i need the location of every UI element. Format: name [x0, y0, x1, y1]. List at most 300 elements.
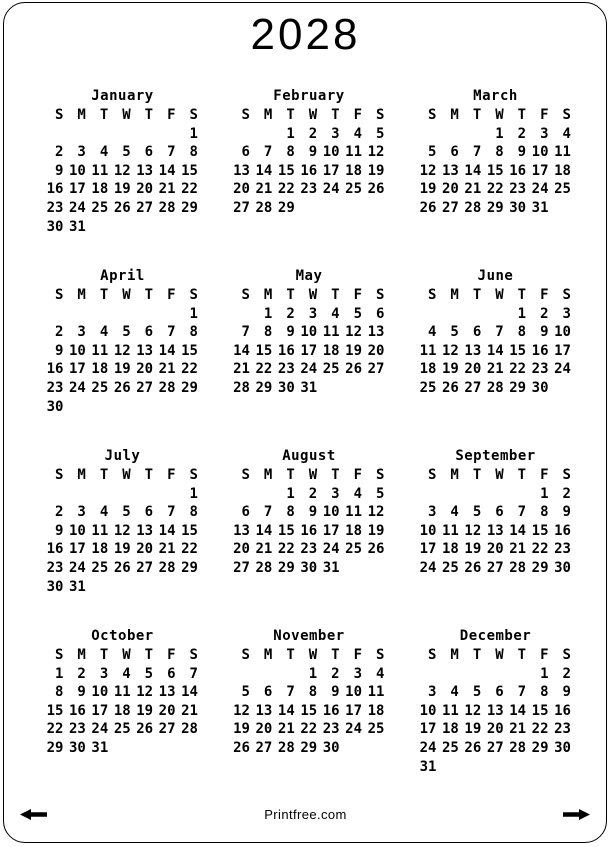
day-cell: 29 — [181, 559, 198, 576]
right-arrow-icon — [563, 809, 590, 820]
day-cell: 21 — [464, 181, 482, 198]
day-cell: 24 — [68, 559, 86, 576]
day-cell: 18 — [345, 162, 363, 179]
day-cell-empty — [365, 559, 387, 578]
day-cell: 10 — [554, 324, 571, 341]
day-cell: 23 — [509, 181, 527, 198]
day-cell: 12 — [345, 324, 363, 341]
day-header: S — [189, 467, 198, 483]
day-header: T — [286, 467, 295, 483]
day-cell: 25 — [322, 361, 340, 378]
day-cell: 26 — [367, 181, 385, 198]
day-cell: 4 — [376, 665, 385, 682]
day-header: T — [472, 467, 482, 483]
day-cell-empty — [253, 125, 275, 144]
day-header: T — [331, 647, 340, 663]
day-cell: 8 — [308, 684, 318, 701]
month-title: October — [91, 628, 154, 644]
day-cell: 4 — [353, 125, 363, 142]
day-cell: 2 — [562, 485, 571, 502]
day-cell: 28 — [509, 559, 527, 576]
day-cell: 10 — [322, 504, 340, 521]
day-cell: 8 — [495, 144, 504, 161]
day-cell: 26 — [367, 541, 385, 558]
day-cell-empty — [89, 218, 111, 237]
day-header: W — [122, 647, 131, 663]
day-cell: 31 — [68, 218, 86, 235]
day-cell: 8 — [286, 504, 295, 521]
day-header: S — [241, 467, 250, 483]
day-cell: 8 — [540, 684, 549, 701]
day-cell: 1 — [540, 485, 549, 502]
day-cell-empty — [507, 485, 529, 504]
day-cell: 29 — [486, 199, 504, 216]
day-cell: 12 — [113, 522, 131, 539]
day-cell: 6 — [450, 144, 459, 161]
day-header: S — [427, 287, 437, 303]
day-cell-empty — [439, 125, 461, 144]
day-header: F — [540, 467, 549, 483]
day-cell: 20 — [441, 181, 459, 198]
day-cell: 14 — [509, 702, 527, 719]
day-cell: 6 — [495, 504, 504, 521]
month-may — [231, 268, 388, 448]
day-header: S — [54, 107, 64, 123]
day-cell-empty — [179, 218, 201, 237]
day-cell: 27 — [486, 559, 504, 576]
day-cell-empty — [253, 665, 275, 684]
day-cell-empty — [275, 665, 297, 684]
day-cell: 15 — [181, 522, 198, 539]
month-april — [44, 268, 201, 448]
month-january — [44, 88, 201, 268]
day-cell: 23 — [554, 721, 571, 738]
day-cell: 22 — [181, 541, 198, 558]
day-cell: 12 — [233, 702, 250, 719]
day-cell: 5 — [472, 684, 482, 701]
day-header: S — [54, 647, 64, 663]
day-cell-empty — [462, 758, 484, 777]
day-cell: 12 — [113, 342, 131, 359]
day-header: M — [263, 647, 273, 663]
day-cell: 23 — [46, 379, 64, 396]
day-cell: 23 — [554, 541, 571, 558]
day-header: T — [472, 287, 482, 303]
day-cell: 29 — [531, 739, 549, 756]
day-cell: 26 — [464, 739, 482, 756]
day-cell: 25 — [441, 739, 459, 756]
day-cell: 21 — [158, 181, 176, 198]
day-header: S — [562, 107, 571, 123]
day-cell: 19 — [419, 181, 437, 198]
day-cell: 30 — [322, 739, 340, 756]
month-day-grid — [231, 466, 388, 578]
day-cell: 1 — [54, 665, 64, 682]
day-cell: 7 — [167, 144, 176, 161]
day-cell: 20 — [233, 181, 250, 198]
day-cell-empty — [484, 305, 506, 324]
day-cell: 19 — [464, 721, 482, 738]
day-cell: 9 — [517, 144, 527, 161]
month-title: November — [273, 628, 345, 644]
day-cell: 15 — [277, 162, 295, 179]
day-cell: 6 — [495, 684, 504, 701]
day-cell: 12 — [367, 144, 385, 161]
day-cell: 26 — [419, 199, 437, 216]
day-cell: 18 — [91, 181, 109, 198]
day-cell: 5 — [122, 504, 131, 521]
day-cell: 10 — [419, 702, 437, 719]
month-title: August — [282, 448, 336, 464]
day-cell: 12 — [367, 504, 385, 521]
day-cell: 23 — [46, 199, 64, 216]
day-cell: 22 — [486, 181, 504, 198]
day-cell: 29 — [181, 199, 198, 216]
month-day-grid — [417, 646, 574, 776]
day-cell-empty — [134, 398, 156, 417]
day-cell: 30 — [554, 559, 571, 576]
day-cell: 18 — [345, 522, 363, 539]
day-cell-empty — [320, 199, 342, 218]
day-cell-empty — [231, 125, 253, 144]
day-cell: 18 — [419, 361, 437, 378]
day-cell-empty — [439, 758, 461, 777]
day-cell: 9 — [54, 522, 64, 539]
day-cell: 16 — [554, 522, 571, 539]
day-cell: 31 — [91, 739, 109, 756]
day-cell: 17 — [345, 702, 363, 719]
day-cell-empty — [66, 305, 88, 324]
day-cell: 16 — [509, 162, 527, 179]
day-cell: 6 — [241, 504, 250, 521]
day-cell: 21 — [181, 702, 198, 719]
day-cell: 23 — [46, 559, 64, 576]
site-credit: Printfree.com — [264, 807, 347, 822]
day-cell: 15 — [531, 702, 549, 719]
day-cell-empty — [417, 305, 439, 324]
month-day-grid — [44, 646, 201, 758]
day-cell: 4 — [450, 684, 459, 701]
day-cell-empty — [417, 485, 439, 504]
day-cell: 30 — [68, 739, 86, 756]
day-header: M — [77, 107, 86, 123]
day-header: W — [308, 467, 318, 483]
day-cell: 16 — [300, 522, 318, 539]
day-cell: 9 — [540, 324, 549, 341]
day-cell: 28 — [277, 739, 295, 756]
month-day-grid — [417, 106, 574, 218]
day-cell: 13 — [158, 684, 176, 701]
day-cell: 19 — [367, 522, 385, 539]
day-header: S — [376, 467, 385, 483]
day-cell-empty — [179, 398, 201, 417]
day-cell-empty — [156, 578, 178, 597]
day-cell: 6 — [144, 504, 154, 521]
day-cell: 11 — [345, 504, 363, 521]
day-header: S — [241, 287, 250, 303]
day-cell: 10 — [300, 324, 318, 341]
day-cell: 20 — [255, 721, 273, 738]
day-cell: 10 — [419, 522, 437, 539]
day-cell: 13 — [136, 162, 154, 179]
day-cell: 8 — [517, 324, 527, 341]
day-cell: 13 — [136, 342, 154, 359]
month-title: June — [477, 268, 514, 284]
day-cell-empty — [231, 665, 253, 684]
day-cell: 14 — [158, 162, 176, 179]
day-cell: 2 — [540, 305, 549, 322]
day-cell: 19 — [441, 361, 459, 378]
month-day-grid — [44, 106, 201, 236]
day-header: M — [263, 467, 273, 483]
day-cell: 23 — [300, 181, 318, 198]
day-cell: 1 — [286, 125, 295, 142]
day-cell: 3 — [308, 305, 318, 322]
day-cell: 22 — [255, 361, 273, 378]
day-cell: 18 — [322, 342, 340, 359]
day-cell: 9 — [308, 504, 318, 521]
day-cell: 20 — [464, 361, 482, 378]
day-cell: 27 — [441, 199, 459, 216]
day-cell: 3 — [331, 485, 340, 502]
next-year-button[interactable] — [563, 809, 590, 820]
day-cell: 27 — [136, 379, 154, 396]
day-cell: 25 — [554, 181, 571, 198]
day-header: S — [376, 287, 385, 303]
day-cell: 20 — [136, 541, 154, 558]
day-cell: 7 — [241, 324, 250, 341]
day-cell: 29 — [300, 739, 318, 756]
day-cell: 1 — [263, 305, 273, 322]
day-cell: 22 — [277, 181, 295, 198]
day-header: S — [376, 647, 385, 663]
day-cell: 5 — [450, 324, 459, 341]
day-cell-empty — [439, 485, 461, 504]
day-cell: 5 — [144, 665, 154, 682]
day-cell: 8 — [263, 324, 273, 341]
day-cell-empty — [111, 485, 133, 504]
day-cell: 16 — [68, 702, 86, 719]
day-header: S — [562, 287, 571, 303]
day-header: F — [167, 647, 176, 663]
day-cell-empty — [484, 758, 506, 777]
day-cell-empty — [484, 485, 506, 504]
day-cell: 21 — [509, 541, 527, 558]
day-cell: 27 — [233, 199, 250, 216]
day-cell: 14 — [509, 522, 527, 539]
day-cell: 20 — [486, 541, 504, 558]
day-cell: 25 — [441, 559, 459, 576]
day-cell-empty — [253, 485, 275, 504]
day-cell: 20 — [367, 342, 385, 359]
day-cell-empty — [552, 379, 574, 398]
day-header: W — [495, 647, 504, 663]
month-title: July — [104, 448, 141, 464]
day-cell-empty — [89, 485, 111, 504]
day-cell: 24 — [554, 361, 571, 378]
day-header: S — [241, 107, 250, 123]
day-cell: 5 — [353, 305, 363, 322]
day-cell-empty — [89, 125, 111, 144]
day-cell: 6 — [167, 665, 176, 682]
day-cell: 19 — [345, 342, 363, 359]
day-cell: 23 — [322, 721, 340, 738]
day-cell-empty — [134, 125, 156, 144]
day-cell: 17 — [91, 702, 109, 719]
month-day-grid — [231, 646, 388, 758]
day-cell-empty — [156, 485, 178, 504]
month-title: May — [295, 268, 323, 284]
day-cell: 8 — [189, 144, 198, 161]
day-header: T — [99, 647, 109, 663]
day-cell: 2 — [308, 485, 318, 502]
day-cell: 6 — [472, 324, 482, 341]
day-cell: 3 — [562, 305, 571, 322]
day-header: T — [144, 467, 154, 483]
day-cell: 10 — [531, 144, 549, 161]
day-cell: 9 — [308, 144, 318, 161]
day-cell-empty — [111, 218, 133, 237]
day-cell: 27 — [464, 379, 482, 396]
day-cell: 29 — [509, 379, 527, 396]
day-cell: 17 — [68, 181, 86, 198]
day-cell-empty — [89, 578, 111, 597]
day-cell-empty — [179, 578, 201, 597]
day-cell-empty — [552, 758, 574, 777]
day-cell: 26 — [113, 199, 131, 216]
day-header: S — [54, 467, 64, 483]
day-cell: 21 — [255, 181, 273, 198]
day-cell: 8 — [286, 144, 295, 161]
day-cell: 13 — [233, 522, 250, 539]
day-cell: 11 — [91, 342, 109, 359]
day-cell: 7 — [517, 684, 527, 701]
day-cell: 24 — [68, 379, 86, 396]
year-title: 2028 — [250, 10, 361, 59]
day-cell: 13 — [441, 162, 459, 179]
day-cell: 31 — [300, 379, 318, 396]
day-header: S — [189, 287, 198, 303]
day-cell: 25 — [113, 721, 131, 738]
day-cell: 9 — [77, 684, 86, 701]
day-cell: 4 — [353, 485, 363, 502]
day-cell: 19 — [233, 721, 250, 738]
day-header: T — [286, 647, 295, 663]
day-cell-empty — [44, 305, 66, 324]
day-cell: 6 — [144, 144, 154, 161]
day-cell: 10 — [91, 684, 109, 701]
day-cell: 1 — [540, 665, 549, 682]
day-cell: 12 — [464, 702, 482, 719]
day-cell-empty — [66, 485, 88, 504]
day-header: F — [353, 647, 363, 663]
day-cell: 24 — [322, 541, 340, 558]
day-header: S — [189, 107, 198, 123]
day-cell: 5 — [122, 324, 131, 341]
day-cell: 17 — [419, 541, 437, 558]
day-cell: 2 — [308, 125, 318, 142]
day-cell-empty — [320, 379, 342, 398]
day-cell: 16 — [554, 702, 571, 719]
day-cell: 1 — [286, 485, 295, 502]
day-cell-empty — [156, 125, 178, 144]
day-cell: 7 — [167, 504, 176, 521]
day-cell: 11 — [322, 324, 340, 341]
month-june — [417, 268, 574, 448]
day-cell: 27 — [255, 739, 273, 756]
day-cell: 7 — [286, 684, 295, 701]
day-cell: 17 — [419, 721, 437, 738]
day-cell: 17 — [554, 342, 571, 359]
day-cell: 30 — [46, 578, 64, 595]
day-cell: 27 — [486, 739, 504, 756]
day-cell: 4 — [99, 504, 109, 521]
day-cell-empty — [298, 199, 320, 218]
day-cell-empty — [365, 379, 387, 398]
day-cell: 2 — [562, 665, 571, 682]
day-cell: 4 — [99, 144, 109, 161]
day-cell: 12 — [464, 522, 482, 539]
day-cell: 19 — [113, 361, 131, 378]
day-cell: 12 — [441, 342, 459, 359]
day-cell: 11 — [441, 522, 459, 539]
day-cell: 24 — [419, 739, 437, 756]
day-cell: 25 — [419, 379, 437, 396]
day-cell: 6 — [241, 144, 250, 161]
day-cell-empty — [462, 305, 484, 324]
month-title: September — [455, 448, 536, 464]
day-cell: 5 — [376, 485, 385, 502]
day-cell: 24 — [300, 361, 318, 378]
day-cell: 2 — [77, 665, 86, 682]
day-cell: 12 — [136, 684, 154, 701]
day-header: M — [450, 647, 459, 663]
day-cell: 23 — [531, 361, 549, 378]
day-cell-empty — [529, 758, 551, 777]
day-cell: 1 — [495, 125, 504, 142]
day-cell: 26 — [441, 379, 459, 396]
day-cell: 6 — [376, 305, 385, 322]
day-cell: 29 — [277, 559, 295, 576]
day-cell: 19 — [464, 541, 482, 558]
day-header: W — [122, 287, 131, 303]
day-header: T — [331, 287, 340, 303]
day-header: F — [167, 467, 176, 483]
day-cell: 7 — [495, 324, 504, 341]
day-cell: 11 — [91, 522, 109, 539]
day-cell: 28 — [158, 559, 176, 576]
day-cell: 18 — [441, 541, 459, 558]
day-header: F — [167, 107, 176, 123]
day-cell: 24 — [345, 721, 363, 738]
day-cell-empty — [134, 305, 156, 324]
day-cell: 27 — [136, 199, 154, 216]
day-header: M — [263, 107, 273, 123]
day-cell-empty — [343, 559, 365, 578]
day-cell: 21 — [509, 721, 527, 738]
day-cell: 14 — [181, 684, 198, 701]
day-cell: 24 — [68, 199, 86, 216]
day-cell: 16 — [46, 541, 64, 558]
month-august — [231, 448, 388, 628]
day-cell: 28 — [255, 199, 273, 216]
day-cell: 28 — [158, 379, 176, 396]
day-cell: 26 — [113, 559, 131, 576]
day-cell: 2 — [54, 504, 64, 521]
day-header: T — [472, 107, 482, 123]
day-header: F — [540, 647, 549, 663]
day-cell-empty — [66, 398, 88, 417]
